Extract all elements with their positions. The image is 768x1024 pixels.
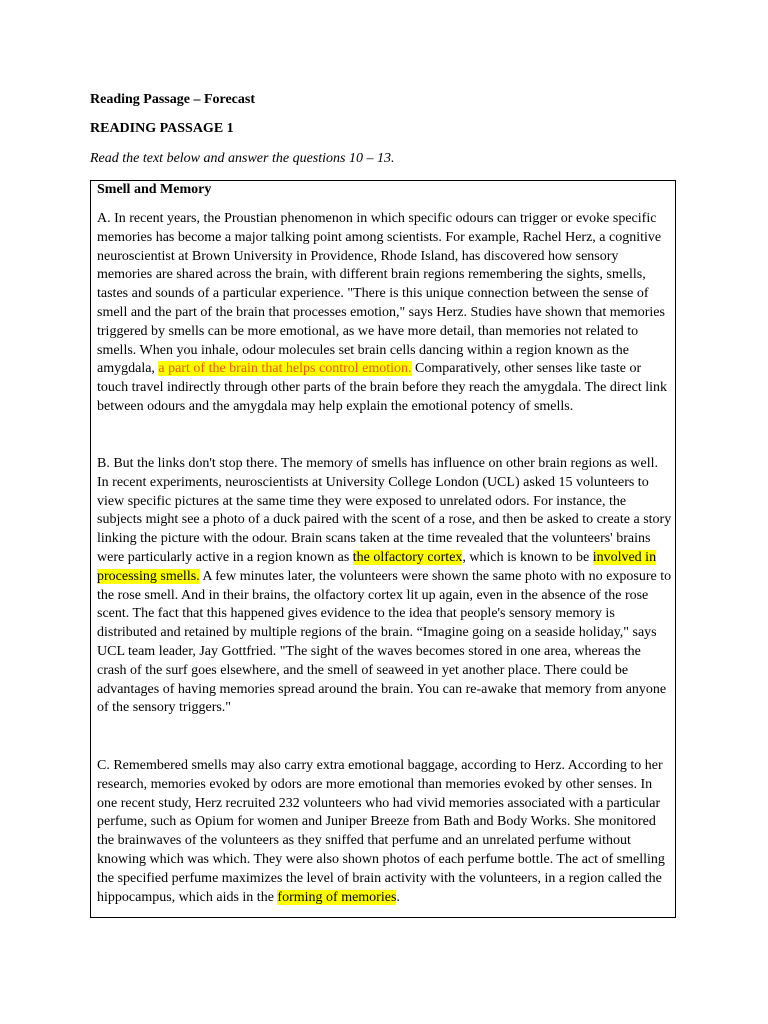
- paragraph-b-text-1: B. But the links don't stop there. The memory of smells has influence on other brain regions as well. In recent experiments, neuroscientists at University College London (UCL) asked 15 volunteers to view specific pictures at the same time they were exposed to unrelated odors. For instance, the subjects might see a photo of a duck paired with the scent of a rose, and then be asked to create a story linking the picture with the odour. Brain scans taken at the time revealed that the volunteers' brains were particularly active in a region known as: [97, 456, 672, 565]
- paragraph-c-highlight-1: forming of memories: [277, 889, 397, 905]
- paragraph-a-text-1: A. In recent years, the Proustian phenomenon in which specific odours can trigger or evoke specific memories has become a major talking point among scientists. For example, Rachel Herz, a cognitive neuroscientist at Brown University in Providence, Rhode Island, has discovered how sensory memories are shared across the brain, with different brain regions remembering the sights, smells, tastes and sounds of a particular experience. "There is this unique connection between the sense of smell and the part of the brain that processes emotion," says Herz. Studies have shown that memories triggered by smells can be more emotional, as we have more detail, than memories not related to smells. When you inhale, odour molecules set brain cells dancing within a region known as the amygdala,: [97, 211, 665, 377]
- paragraph-b-text-3: A few minutes later, the volunteers were shown the same photo with no exposure to the rose smell. And in their brains, the olfactory cortex lit up again, even in the absence of the rose scent. The fact that this happened gives evidence to the idea that people's sensory memory is distributed and retained by multiple regions of the brain. “Imagine going on a seaside holiday," says UCL team leader, Jay Gottfried. "The sight of the waves becomes stored in one area, whereas the crash of the surf goes elsewhere, and the smell of seaweed in yet another place. There could be advantages of having memories spread around the brain. You can re-awake that memory from anyone of the sensory triggers.": [97, 568, 672, 716]
- paragraph-b: [97, 455, 672, 718]
- paragraph-c: [97, 757, 672, 907]
- passage-box: [90, 180, 676, 918]
- paragraph-b-highlight-1: the olfactory cortex: [352, 549, 463, 565]
- paragraph-c-text-1: C. Remembered smells may also carry extra emotional baggage, according to Herz. According to her research, memories evoked by odors are more emotional than memories evoked by other senses. In one recent study, Herz recruited 232 volunteers who had vivid memories associated with a particular perfume, such as Opium for women and Juniper Breeze from Bath and Body Works. She monitored the brainwaves of the volunteers as they sniffed that perfume and an unrelated perfume without knowing which was which. They were also shown photos of each perfume bottle. The act of smelling the specified perfume maximizes the level of brain activity with the volunteers, in a region called the hippocampus, which aids in the: [97, 758, 665, 905]
- paragraph-a: [97, 210, 672, 417]
- paragraph-c-text-2: .: [396, 889, 400, 905]
- paragraph-a-highlight-1: a part of the brain that helps control emotion.: [158, 361, 412, 377]
- paragraph-b-text-2: , which is known to be: [462, 549, 593, 565]
- instruction-text: Read the text below and answer the questions 10 – 13.: [90, 151, 395, 166]
- passage-title: Smell and Memory: [97, 182, 212, 197]
- document-heading: Reading Passage – Forecast: [90, 92, 255, 107]
- paragraph-a-text-2: Comparatively, other senses like taste or touch travel indirectly through other parts of the brain before they reach the amygdala. The direct link between odours and the amygdala may help explain the emotional potency of smells.: [97, 361, 668, 414]
- passage-number-heading: READING PASSAGE 1: [90, 121, 234, 136]
- paragraph-b-highlight-2: involved in processing smells.: [97, 549, 657, 584]
